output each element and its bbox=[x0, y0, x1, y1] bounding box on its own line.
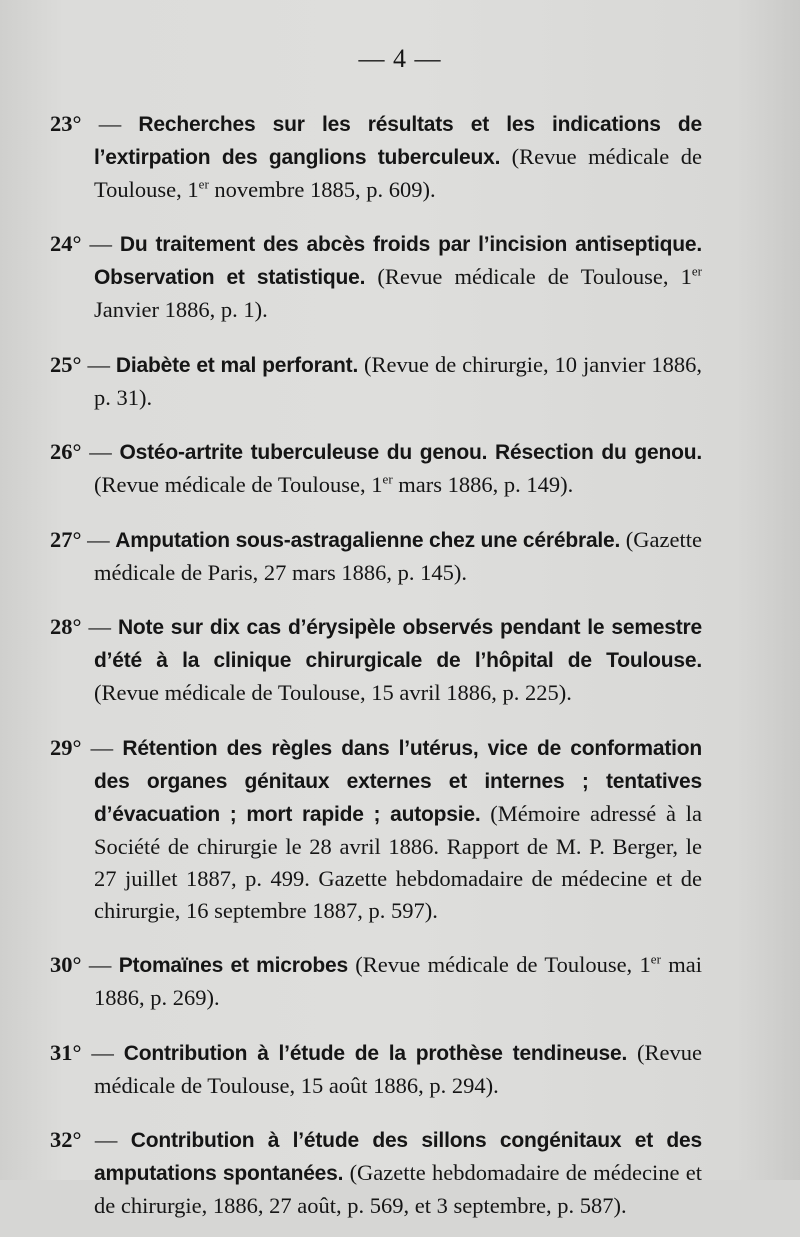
list-item bbox=[50, 611, 702, 709]
list-item bbox=[50, 1037, 702, 1102]
entry-source: (Revue médicale de Toulouse, 1 bbox=[347, 952, 651, 977]
entry-title: Amputation sous-astragalienne chez une cérébrale. bbox=[115, 528, 621, 552]
entry-source-tail: novembre 1885, p. 609). bbox=[208, 176, 436, 202]
list-item bbox=[50, 732, 702, 927]
entry-source: (Revue médicale de Toulouse, 15 août 1886, p. 294). bbox=[94, 1039, 703, 1098]
entry-dash: — bbox=[81, 734, 123, 760]
entry-title: Contribution à l’étude des sillons congénitaux et des amputations spontanées. bbox=[94, 1129, 702, 1185]
entry-number: 28° bbox=[50, 614, 82, 639]
entry-title: Du traitement des abcès froids par l’incision antiseptique. Observation et statistique. bbox=[94, 233, 703, 289]
entry-number: 31° bbox=[50, 1039, 82, 1065]
list-item bbox=[50, 436, 702, 501]
entry-source: (Revue médicale de Toulouse, 1 bbox=[94, 143, 702, 202]
entry-number: 24° bbox=[50, 231, 82, 256]
entry-dash: — bbox=[81, 1127, 131, 1152]
entry-source: (Revue médicale de Toulouse, 1 bbox=[365, 264, 692, 289]
entry-superscript: er bbox=[650, 951, 661, 967]
entry-number: 25° bbox=[50, 351, 82, 377]
entry-title: Note sur dix cas d’érysipèle observés pendant le semestre d’été à la clinique chirurgicale de l’hôpital de Toulouse. bbox=[94, 616, 702, 672]
entry-number: 23° bbox=[50, 110, 82, 136]
entry-source: (Mémoire adressé à la Société de chirurgie le 28 avril 1886. Rapport de M. P. Berger, le 27 juillet 1887, p. 499. Gazette hebdomadaire de médecine et de chirurgie, 16 septembre 1887, p. 597). bbox=[94, 800, 703, 923]
entry-dash: — bbox=[81, 351, 116, 377]
entry-number: 27° bbox=[50, 526, 82, 552]
entry-source: (Gazette hebdomadaire de médecine et de chirurgie, 1886, 27 août, p. 569, et 3 septembre, p. 587). bbox=[94, 1160, 702, 1218]
entry-title: Ptomaïnes et microbes bbox=[118, 954, 348, 977]
entry-title: Rétention des règles dans l’utérus, vice de conformation des organes génitaux externes et internes ; tentatives d’évacuation ; mort rapide ; autopsie. bbox=[94, 736, 703, 826]
list-item bbox=[50, 228, 702, 326]
entry-source: (Revue médicale de Toulouse, 1 bbox=[94, 472, 383, 497]
entry-title: Ostéo-artrite tuberculeuse du genou. Résection du genou. bbox=[119, 441, 702, 464]
entry-number: 26° bbox=[50, 439, 82, 464]
entry-dash: — bbox=[81, 526, 116, 552]
page-number: — 4 — bbox=[358, 44, 442, 73]
entry-source: (Revue médicale de Toulouse, 15 avril 1886, p. 225). bbox=[94, 680, 572, 705]
entry-number: 30° bbox=[50, 952, 82, 977]
entry-source: (Revue de chirurgie, 10 janvier 1886, p. 31). bbox=[94, 351, 703, 410]
list-item bbox=[50, 1124, 702, 1222]
list-item bbox=[50, 349, 702, 414]
entry-dash: — bbox=[81, 231, 120, 256]
entry-number: 29° bbox=[50, 734, 82, 760]
list-item bbox=[50, 949, 702, 1014]
entry-dash: — bbox=[81, 614, 118, 639]
entry-source-tail: Janvier 1886, p. 1). bbox=[94, 297, 268, 322]
entry-source-tail: mars 1886, p. 149). bbox=[392, 472, 574, 497]
entry-dash: — bbox=[81, 1039, 124, 1065]
entry-superscript: er bbox=[198, 176, 209, 191]
entry-dash: — bbox=[81, 439, 120, 464]
entry-title: Contribution à l’étude de la prothèse tendineuse. bbox=[123, 1041, 628, 1065]
list-item bbox=[50, 524, 702, 589]
entry-superscript: er bbox=[691, 263, 702, 279]
entry-title: Recherches sur les résultats et les indications de l’extirpation des ganglions tuberculeux. bbox=[94, 112, 702, 169]
entry-superscript: er bbox=[382, 471, 393, 487]
bibliography-list bbox=[50, 85, 702, 1237]
entry-dash: — bbox=[81, 952, 119, 977]
entry-number: 32° bbox=[50, 1127, 82, 1152]
entry-source: (Gazette médicale de Paris, 27 mars 1886, p. 145). bbox=[94, 526, 702, 585]
entry-title: Diabète et mal perforant. bbox=[115, 353, 359, 377]
entry-source-tail: mai 1886, p. 269). bbox=[94, 952, 703, 1010]
list-item bbox=[50, 108, 702, 206]
entry-dash: — bbox=[81, 110, 139, 136]
